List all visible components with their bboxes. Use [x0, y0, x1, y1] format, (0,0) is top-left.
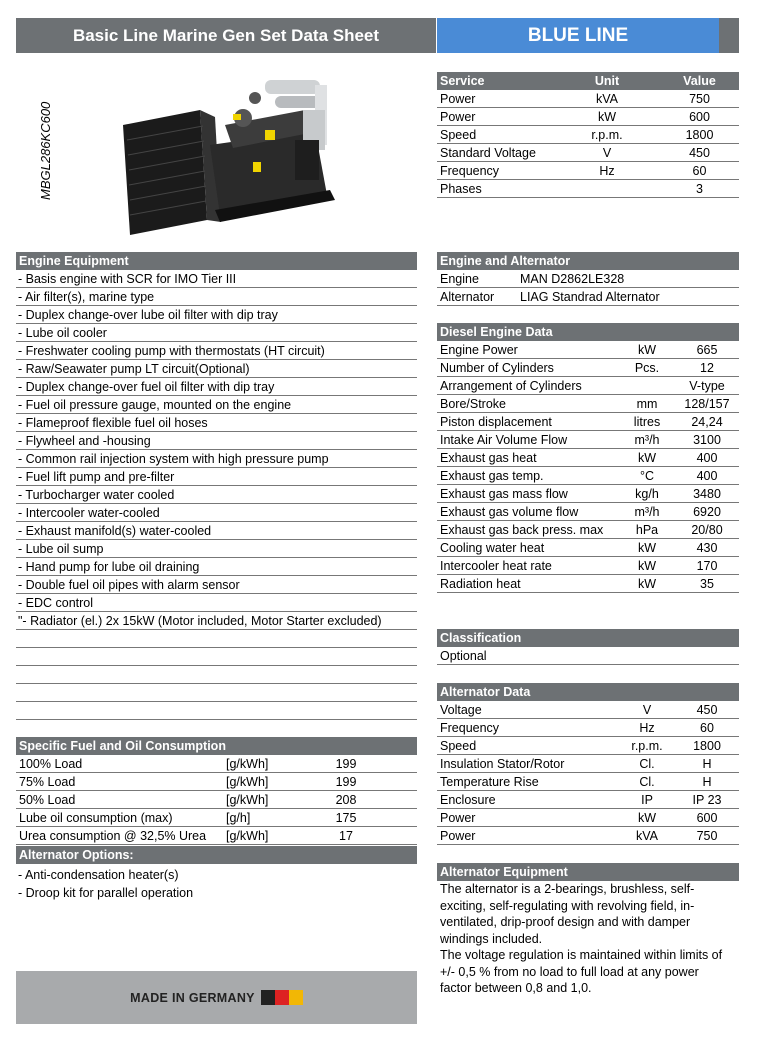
equipment-item-cell: - Raw/Seawater pump LT circuit(Optional)	[18, 362, 250, 376]
service-row-cell: 450	[689, 146, 710, 160]
equipment-item-cell: - Freshwater cooling pump with thermostats (HT circuit)	[18, 344, 325, 358]
fuel-row-cell: 199	[335, 775, 357, 789]
equipment-item-cell: - Hand pump for lube oil draining	[18, 560, 200, 574]
equipment-item-cell: - Exhaust manifold(s) water-cooled	[18, 524, 212, 538]
diesel-row	[437, 485, 739, 503]
alternator-equipment-line: windings included.	[440, 931, 543, 946]
equipment-item	[16, 378, 417, 396]
equipment-item-cell: - Duplex change-over fuel oil filter with dip tray	[18, 380, 275, 394]
diesel-row-cell: 20/80	[691, 523, 723, 537]
diesel-row-cell: Radiation heat	[440, 577, 521, 591]
diesel-row-cell: kW	[637, 541, 657, 555]
diesel-row	[437, 449, 739, 467]
diesel-row-cell: Intake Air Volume Flow	[440, 433, 568, 447]
fuel-row-cell: 208	[335, 793, 357, 807]
fuel-row-cell: Urea consumption @ 32,5% Urea	[19, 829, 207, 843]
service-row-cell: Standard Voltage	[440, 146, 536, 160]
alternator-data-row	[437, 719, 739, 737]
equipment-item-cell: - EDC control	[18, 596, 94, 610]
alternator-data-row	[437, 827, 739, 845]
alternator-data-row	[437, 755, 739, 773]
equipment-item-cell: - Flywheel and -housing	[18, 434, 151, 448]
engine-alternator-row-cell: MAN D2862LE328	[520, 272, 625, 286]
diesel-row-cell: m³/h	[634, 433, 660, 447]
equipment-item	[16, 504, 417, 522]
equipment-item-cell: - Lube oil sump	[18, 542, 104, 556]
classification-header	[437, 629, 739, 647]
service-row-cell: Phases	[440, 182, 482, 196]
fuel-row-cell: 75% Load	[19, 775, 76, 789]
equipment-item-cell: - Fuel lift pump and pre-filter	[18, 470, 175, 484]
diesel-row	[437, 575, 739, 593]
diesel-row-cell: Engine Power	[440, 343, 518, 357]
fuel-row-cell: [g/h]	[226, 811, 251, 825]
made-in-germany-banner	[16, 971, 417, 1024]
diesel-row	[437, 539, 739, 557]
equipment-item	[16, 450, 417, 468]
alternator-data-row-cell: Voltage	[440, 703, 482, 717]
equipment-item-cell: - Duplex change-over lube oil filter with dip tray	[18, 308, 278, 322]
diesel-row-cell: 400	[696, 451, 718, 465]
classification-value	[437, 647, 739, 665]
diesel-row-cell: hPa	[635, 523, 659, 537]
alternator-data-row-cell: Cl.	[639, 775, 655, 789]
service-row	[437, 108, 739, 126]
diesel-row	[437, 557, 739, 575]
diesel-row-cell: Exhaust gas back press. max	[440, 523, 604, 537]
diesel-row-cell: 35	[700, 577, 714, 591]
alternator-option-item: - Droop kit for parallel operation	[18, 886, 194, 900]
equipment-item	[16, 468, 417, 486]
equipment-item-cell: - Basis engine with SCR for IMO Tier III	[18, 272, 237, 286]
service-row-cell: 60	[692, 164, 707, 178]
diesel-row	[437, 395, 739, 413]
engine-alternator-row-cell: Alternator	[440, 290, 495, 304]
diesel-row	[437, 467, 739, 485]
diesel-row-cell: 400	[696, 469, 718, 483]
diesel-row-cell: 665	[696, 343, 718, 357]
diesel-header-cell: Diesel Engine Data	[440, 325, 553, 339]
equipment-item	[16, 342, 417, 360]
alternator-data-row-cell: H	[702, 757, 712, 771]
engine-alternator-row	[437, 270, 739, 288]
diesel-row-cell: °C	[639, 469, 655, 483]
equipment-empty-row	[16, 684, 417, 702]
fuel-row	[16, 755, 417, 773]
alternator-data-row-cell: Temperature Rise	[440, 775, 539, 789]
equipment-item-cell: "- Radiator (el.) 2x 15kW (Motor included, Motor Starter excluded)	[18, 614, 382, 628]
service-row-cell: Hz	[599, 164, 615, 178]
fuel-header	[16, 737, 417, 755]
alternator-option-item: - Anti-condensation heater(s)	[18, 868, 179, 882]
german-flag-icon	[261, 990, 303, 1005]
alternator-data-row-cell: Power	[440, 811, 476, 825]
diesel-row-cell: Exhaust gas volume flow	[440, 505, 579, 519]
diesel-row-cell: mm	[636, 397, 658, 411]
diesel-row	[437, 413, 739, 431]
alternator-equipment-line: ventilated, drip-proof design and with damper	[440, 915, 691, 929]
equipment-item-cell: - Common rail injection system with high pressure pump	[18, 452, 329, 466]
equipment-item	[16, 432, 417, 450]
diesel-row	[437, 377, 739, 395]
alternator-data-row	[437, 701, 739, 719]
alternator-equipment-line: The alternator is a 2-bearings, brushless, self-	[440, 882, 695, 896]
alternator-data-header-cell: Alternator Data	[440, 685, 531, 699]
service-row-cell: r.p.m.	[591, 128, 623, 142]
diesel-row-cell: m³/h	[634, 505, 660, 519]
equipment-item-cell: - Air filter(s), marine type	[18, 290, 155, 304]
engine-alternator-row	[437, 288, 739, 306]
diesel-row-cell: 430	[696, 541, 718, 555]
fuel-row-cell: Lube oil consumption (max)	[19, 811, 173, 825]
alternator-equipment-line: exciting, self-regulating with revolving field, in-	[440, 898, 695, 913]
equipment-item-cell: - Intercooler water-cooled	[18, 506, 160, 520]
fuel-row	[16, 791, 417, 809]
service-row-cell: kVA	[596, 92, 618, 106]
engine-alternator-row-cell: LIAG Standrad Alternator	[520, 290, 660, 304]
alternator-data-row-cell: Insulation Stator/Rotor	[440, 757, 565, 771]
fuel-header-cell: Specific Fuel and Oil Consumption	[19, 739, 226, 753]
fuel-row-cell: 175	[335, 811, 357, 825]
equipment-item	[16, 612, 417, 630]
alternator-data-row-cell: H	[702, 775, 712, 789]
diesel-row-cell: kW	[637, 577, 657, 591]
diesel-row-cell: kg/h	[635, 487, 659, 501]
alternator-data-row-cell: V	[642, 703, 652, 717]
equipment-item	[16, 522, 417, 540]
diesel-row-cell: 3480	[693, 487, 721, 501]
classification-value-cell: Optional	[440, 649, 487, 663]
service-row-cell: V	[602, 146, 612, 160]
diesel-row-cell: V-type	[689, 379, 725, 393]
diesel-row-cell: Exhaust gas heat	[440, 451, 537, 465]
sheet-title: Basic Line Marine Gen Set Data Sheet	[16, 18, 436, 53]
fuel-row	[16, 827, 417, 845]
service-header-row	[437, 72, 739, 90]
alternator-data-row-cell: 1800	[693, 739, 721, 753]
service-header-row-cell: Unit	[594, 74, 620, 88]
alternator-data-row-cell: Frequency	[440, 721, 500, 735]
diesel-row-cell: kW	[637, 559, 657, 573]
fuel-row-cell: [g/kWh]	[226, 793, 269, 807]
alternator-equipment-header: Alternator Equipment	[437, 863, 739, 881]
diesel-row-cell: Arrangement of Cylinders	[440, 379, 582, 393]
fuel-row-cell: [g/kWh]	[226, 757, 269, 771]
diesel-row-cell: 24,24	[691, 415, 723, 429]
equipment-empty-row	[16, 630, 417, 648]
equipment-item-cell: - Turbocharger water cooled	[18, 488, 175, 502]
alternator-data-row-cell: IP 23	[692, 793, 722, 807]
equipment-item	[16, 270, 417, 288]
engine-alternator-header-cell: Engine and Alternator	[440, 254, 571, 268]
alternator-data-row-cell: Cl.	[639, 757, 655, 771]
alternator-data-row-cell: 60	[700, 721, 714, 735]
fuel-row-cell: 100% Load	[19, 757, 83, 771]
equipment-item	[16, 324, 417, 342]
alternator-data-row-cell: 600	[696, 811, 718, 825]
service-row-cell: 3	[696, 182, 703, 196]
alternator-data-row-cell: 450	[696, 703, 718, 717]
alternator-data-row	[437, 773, 739, 791]
service-row-cell: Power	[440, 92, 476, 106]
made-in-label: MADE IN GERMANY	[130, 990, 255, 1005]
alternator-equipment-text	[440, 881, 740, 997]
alternator-data-row-cell: Enclosure	[440, 793, 496, 807]
alternator-data-row-cell: IP	[641, 793, 653, 807]
diesel-row-cell: Pcs.	[634, 361, 660, 375]
fuel-row-cell: [g/kWh]	[226, 829, 269, 843]
equipment-item-cell: - Lube oil cooler	[18, 326, 107, 340]
service-row-cell: Frequency	[440, 164, 500, 178]
product-line-title: BLUE LINE	[437, 18, 719, 53]
equipment-empty-row	[16, 666, 417, 684]
service-row	[437, 90, 739, 108]
service-row	[437, 144, 739, 162]
equipment-item-cell: - Flameproof flexible fuel oil hoses	[18, 416, 208, 430]
alternator-data-row	[437, 737, 739, 755]
diesel-row-cell: 128/157	[684, 397, 730, 411]
fuel-row	[16, 809, 417, 827]
engine-equipment-header	[16, 252, 417, 270]
alternator-data-row-cell: kW	[637, 811, 657, 825]
equipment-item	[16, 486, 417, 504]
service-row	[437, 162, 739, 180]
engine-alternator-row-cell: Engine	[440, 272, 479, 286]
alternator-options-header	[16, 846, 417, 864]
alternator-equipment-line: +/- 0,5 % from no load to full load at any power	[440, 964, 699, 979]
diesel-row-cell: 170	[696, 559, 718, 573]
equipment-item	[16, 306, 417, 324]
engine-equipment-header-cell: Engine Equipment	[19, 254, 129, 268]
equipment-item	[16, 594, 417, 612]
equipment-item-cell: - Fuel oil pressure gauge, mounted on the engine	[18, 398, 292, 412]
equipment-item	[16, 414, 417, 432]
equipment-empty-row	[16, 702, 417, 720]
diesel-row-cell: Intercooler heat rate	[440, 559, 552, 573]
alternator-data-row-cell: Power	[440, 829, 476, 843]
service-row	[437, 126, 739, 144]
service-header-row-cell: Value	[683, 74, 716, 88]
service-row-cell: Power	[440, 110, 476, 124]
diesel-row	[437, 521, 739, 539]
fuel-row	[16, 773, 417, 791]
diesel-row-cell: litres	[633, 415, 661, 429]
service-row	[437, 180, 739, 198]
alternator-data-row-cell: Speed	[440, 739, 477, 753]
alternator-data-row-cell: 750	[696, 829, 718, 843]
fuel-row-cell: 199	[335, 757, 357, 771]
service-row-cell: 750	[689, 92, 710, 106]
equipment-empty-row	[16, 648, 417, 666]
equipment-item	[16, 558, 417, 576]
diesel-row-cell: Bore/Stroke	[440, 397, 507, 411]
fuel-row-cell: 50% Load	[19, 793, 76, 807]
header-tail	[719, 18, 739, 53]
model-label: MBGL286KC600	[38, 101, 53, 200]
diesel-row	[437, 431, 739, 449]
diesel-row	[437, 503, 739, 521]
equipment-item	[16, 288, 417, 306]
alternator-data-row-cell: Hz	[639, 721, 655, 735]
service-row-cell: 600	[689, 110, 710, 124]
diesel-row-cell: 12	[700, 361, 714, 375]
equipment-item	[16, 540, 417, 558]
diesel-row-cell: Exhaust gas temp.	[440, 469, 544, 483]
diesel-row	[437, 341, 739, 359]
diesel-header	[437, 323, 739, 341]
equipment-item	[16, 576, 417, 594]
alternator-options-header-cell: Alternator Options:	[19, 848, 134, 862]
service-row-cell: 1800	[685, 128, 714, 142]
diesel-row-cell: Exhaust gas mass flow	[440, 487, 568, 501]
diesel-row-cell: Piston displacement	[440, 415, 552, 429]
diesel-row-cell: kW	[637, 451, 657, 465]
fuel-row-cell: [g/kWh]	[226, 775, 269, 789]
service-row-cell: Speed	[440, 128, 477, 142]
diesel-row	[437, 359, 739, 377]
classification-header-cell: Classification	[440, 631, 522, 645]
alternator-equipment-line: factor between 0,8 and 1,0.	[440, 981, 592, 995]
fuel-row-cell: 17	[339, 829, 353, 843]
alternator-data-header	[437, 683, 739, 701]
service-row-cell: kW	[597, 110, 617, 124]
diesel-row-cell: 3100	[693, 433, 721, 447]
service-header-row-cell: Service	[440, 74, 485, 88]
diesel-row-cell: kW	[637, 343, 657, 357]
diesel-row-cell: Number of Cylinders	[440, 361, 554, 375]
diesel-row-cell: 6920	[693, 505, 721, 519]
genset-image	[115, 70, 340, 235]
engine-alternator-header	[437, 252, 739, 270]
alternator-data-row	[437, 791, 739, 809]
diesel-row-cell: Cooling water heat	[440, 541, 545, 555]
alternator-equipment-line: The voltage regulation is maintained within limits of	[440, 948, 723, 962]
equipment-item-cell: - Double fuel oil pipes with alarm sensor	[18, 578, 240, 592]
alternator-data-row-cell: kVA	[636, 829, 658, 843]
equipment-item	[16, 396, 417, 414]
equipment-item	[16, 360, 417, 378]
alternator-data-row	[437, 809, 739, 827]
alternator-data-row-cell: r.p.m.	[631, 739, 663, 753]
